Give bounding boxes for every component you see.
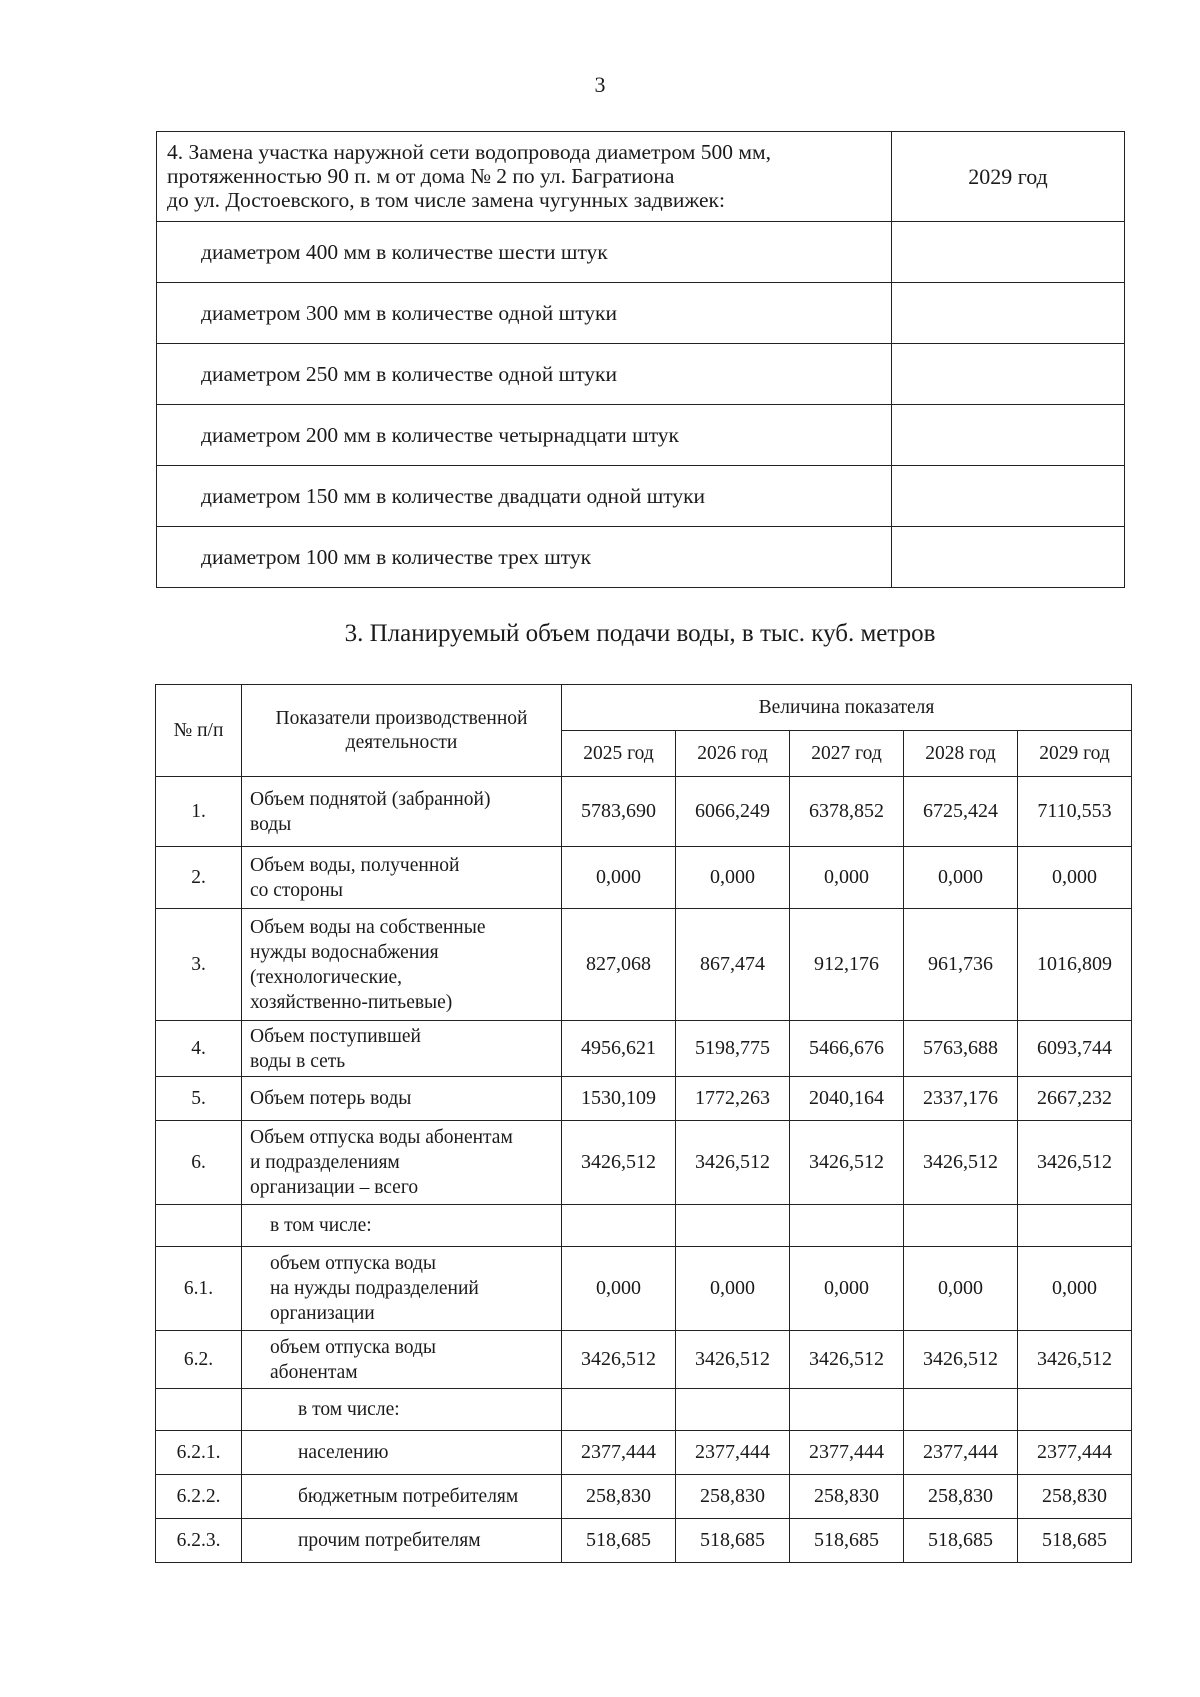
- value-cell: 0,000: [676, 1247, 790, 1331]
- value-cell: [676, 1205, 790, 1247]
- value-cell: 3426,512: [1018, 1331, 1132, 1389]
- row-label-line: населению: [298, 1442, 389, 1463]
- works-sub-year: [892, 283, 1125, 344]
- row-label-line: Объем потерь воды: [250, 1088, 412, 1109]
- section-title: 3. Планируемый объем подачи воды, в тыс. куб. метров: [344, 620, 936, 647]
- value-cell: 4956,621: [562, 1021, 676, 1077]
- row-number: 3.: [156, 909, 242, 1021]
- row-number: 5.: [156, 1077, 242, 1121]
- table-row: [156, 1021, 1132, 1077]
- works-main-row: [157, 132, 1125, 222]
- value-cell: 258,830: [904, 1475, 1018, 1519]
- value-cell: 5198,775: [676, 1021, 790, 1077]
- works-sub-year: [892, 527, 1125, 588]
- value-cell: 961,736: [904, 909, 1018, 1021]
- row-label-line: абонентам: [270, 1361, 358, 1383]
- works-sub-row: [157, 405, 1125, 466]
- value-cell: 7110,553: [1018, 777, 1132, 847]
- value-cell: 3426,512: [904, 1331, 1018, 1389]
- works-sub-item: диаметром 300 мм в количестве одной штуки: [157, 283, 892, 344]
- row-number: 6.: [156, 1121, 242, 1205]
- header-indicator-line: Показатели производственной: [275, 707, 528, 729]
- value-cell: 0,000: [1018, 847, 1132, 909]
- value-cell: 5783,690: [562, 777, 676, 847]
- row-label-line: объем отпуска воды: [270, 1336, 436, 1358]
- value-cell: [790, 1389, 904, 1431]
- table-row: [156, 1077, 1132, 1121]
- value-cell: 3426,512: [1018, 1121, 1132, 1205]
- value-cell: 3426,512: [562, 1331, 676, 1389]
- table-body: [156, 777, 1132, 1563]
- value-cell: 518,685: [790, 1519, 904, 1563]
- works-sub-row: [157, 222, 1125, 283]
- header-num: № п/п: [156, 685, 242, 777]
- row-label-line: Объем воды на собственные: [250, 916, 486, 938]
- header-indicator: [242, 685, 562, 777]
- works-sub-item: диаметром 200 мм в количестве четырнадцати штук: [157, 405, 892, 466]
- header-indicator-line: деятельности: [345, 731, 458, 753]
- table-row: [156, 1519, 1132, 1563]
- header-row: [156, 685, 1132, 731]
- row-number: 1.: [156, 777, 242, 847]
- value-cell: 258,830: [562, 1475, 676, 1519]
- value-cell: 518,685: [904, 1519, 1018, 1563]
- value-cell: 0,000: [1018, 1247, 1132, 1331]
- value-cell: 0,000: [676, 847, 790, 909]
- works-sub-item: диаметром 400 мм в количестве шести штук: [157, 222, 892, 283]
- row-label-line: Объем воды, полученной: [250, 854, 460, 876]
- value-cell: [1018, 1205, 1132, 1247]
- works-main-line: протяженностью 90 п. м от дома № 2 по ул. Багратиона: [167, 163, 675, 188]
- works-sub-year: [892, 405, 1125, 466]
- row-label-line: в том числе:: [298, 1399, 400, 1420]
- value-cell: 6066,249: [676, 777, 790, 847]
- value-cell: 3426,512: [676, 1121, 790, 1205]
- value-cell: 6093,744: [1018, 1021, 1132, 1077]
- value-cell: 867,474: [676, 909, 790, 1021]
- value-cell: 258,830: [676, 1475, 790, 1519]
- works-sub-year: [892, 344, 1125, 405]
- works-sub-year: [892, 222, 1125, 283]
- value-cell: 2377,444: [1018, 1431, 1132, 1475]
- row-label: [242, 1247, 562, 1331]
- header-value-group: Величина показателя: [562, 685, 1132, 731]
- table-row: [156, 909, 1132, 1021]
- value-cell: 2337,176: [904, 1077, 1018, 1121]
- row-label-line: Объем поднятой (забранной): [250, 788, 491, 810]
- row-label-line: на нужды подразделений: [270, 1278, 479, 1299]
- row-number: 6.2.2.: [156, 1475, 242, 1519]
- row-number: 6.2.: [156, 1331, 242, 1389]
- works-sub-row: [157, 283, 1125, 344]
- value-cell: 2377,444: [562, 1431, 676, 1475]
- row-number: 6.2.1.: [156, 1431, 242, 1475]
- row-label-line: нужды водоснабжения: [250, 941, 439, 963]
- value-cell: 0,000: [904, 847, 1018, 909]
- value-cell: 1016,809: [1018, 909, 1132, 1021]
- works-sub-row: [157, 527, 1125, 588]
- row-number: [156, 1205, 242, 1247]
- value-cell: 518,685: [1018, 1519, 1132, 1563]
- works-sub-item: диаметром 150 мм в количестве двадцати одной штуки: [157, 466, 892, 527]
- value-cell: 0,000: [904, 1247, 1018, 1331]
- works-main-line: до ул. Достоевского, в том числе замена чугунных задвижек:: [167, 187, 725, 212]
- value-cell: 6725,424: [904, 777, 1018, 847]
- value-cell: 2377,444: [904, 1431, 1018, 1475]
- row-label: [242, 1389, 562, 1431]
- row-label-line: Объем поступившей: [250, 1025, 421, 1047]
- row-label-line: организации – всего: [250, 1177, 419, 1198]
- value-cell: 0,000: [562, 847, 676, 909]
- row-label-line: воды: [250, 813, 292, 835]
- row-label: [242, 1121, 562, 1205]
- table-row: [156, 1389, 1132, 1431]
- row-label: [242, 1519, 562, 1563]
- value-cell: 1772,263: [676, 1077, 790, 1121]
- value-cell: 518,685: [676, 1519, 790, 1563]
- works-sub-item: диаметром 250 мм в количестве одной штуки: [157, 344, 892, 405]
- row-label: [242, 1205, 562, 1247]
- row-label-line: со стороны: [250, 879, 343, 901]
- value-cell: 1530,109: [562, 1077, 676, 1121]
- table-row: [156, 1205, 1132, 1247]
- table-row: [156, 777, 1132, 847]
- row-label-line: организации: [270, 1303, 375, 1324]
- value-cell: 0,000: [790, 847, 904, 909]
- works-year: 2029 год: [892, 132, 1125, 222]
- row-label: [242, 1431, 562, 1475]
- value-cell: [562, 1389, 676, 1431]
- table-row: [156, 1331, 1132, 1389]
- works-main-item: [157, 132, 892, 222]
- value-cell: [676, 1389, 790, 1431]
- table-row: [156, 1121, 1132, 1205]
- row-number: [156, 1389, 242, 1431]
- row-number: 6.1.: [156, 1247, 242, 1331]
- table-row: [156, 847, 1132, 909]
- header-year: 2026 год: [676, 731, 790, 777]
- row-label: [242, 1021, 562, 1077]
- row-label: [242, 847, 562, 909]
- row-number: 4.: [156, 1021, 242, 1077]
- table-row: [156, 1431, 1132, 1475]
- value-cell: 3426,512: [562, 1121, 676, 1205]
- row-label-line: хозяйственно-питьевые): [250, 991, 453, 1013]
- row-label-line: Объем отпуска воды абонентам: [250, 1127, 513, 1148]
- header-year: 2028 год: [904, 731, 1018, 777]
- row-label-line: объем отпуска воды: [270, 1253, 436, 1274]
- value-cell: 2377,444: [790, 1431, 904, 1475]
- value-cell: 2040,164: [790, 1077, 904, 1121]
- value-cell: 518,685: [562, 1519, 676, 1563]
- works-sub-row: [157, 344, 1125, 405]
- value-cell: 3426,512: [790, 1121, 904, 1205]
- value-cell: 3426,512: [904, 1121, 1018, 1205]
- value-cell: 2377,444: [676, 1431, 790, 1475]
- value-cell: [904, 1205, 1018, 1247]
- water-supply-table: [155, 684, 1132, 1563]
- value-cell: [790, 1205, 904, 1247]
- row-label-line: прочим потребителям: [298, 1530, 481, 1551]
- works-main-line: 4. Замена участка наружной сети водопровода диаметром 500 мм,: [167, 139, 771, 164]
- row-label: [242, 777, 562, 847]
- row-label: [242, 1475, 562, 1519]
- value-cell: [1018, 1389, 1132, 1431]
- value-cell: 827,068: [562, 909, 676, 1021]
- header-year: 2027 год: [790, 731, 904, 777]
- row-label: [242, 1077, 562, 1121]
- row-label-line: (технологические,: [250, 966, 403, 988]
- table-row: [156, 1475, 1132, 1519]
- header-year: 2029 год: [1018, 731, 1132, 777]
- row-label-line: в том числе:: [270, 1215, 372, 1236]
- works-sub-year: [892, 466, 1125, 527]
- works-sub-item: диаметром 100 мм в количестве трех штук: [157, 527, 892, 588]
- row-label: [242, 909, 562, 1021]
- table-row: [156, 1247, 1132, 1331]
- value-cell: 6378,852: [790, 777, 904, 847]
- value-cell: 3426,512: [676, 1331, 790, 1389]
- works-table: [156, 131, 1125, 588]
- value-cell: 258,830: [1018, 1475, 1132, 1519]
- row-label-line: воды в сеть: [250, 1050, 346, 1072]
- row-number: 6.2.3.: [156, 1519, 242, 1563]
- value-cell: 2667,232: [1018, 1077, 1132, 1121]
- value-cell: 912,176: [790, 909, 904, 1021]
- row-label-line: бюджетным потребителям: [298, 1486, 519, 1507]
- value-cell: 258,830: [790, 1475, 904, 1519]
- value-cell: 5466,676: [790, 1021, 904, 1077]
- row-label-line: и подразделениям: [250, 1152, 400, 1173]
- value-cell: 0,000: [562, 1247, 676, 1331]
- works-sub-row: [157, 466, 1125, 527]
- page-number: 3: [594, 72, 606, 97]
- value-cell: [904, 1389, 1018, 1431]
- row-label: [242, 1331, 562, 1389]
- value-cell: 5763,688: [904, 1021, 1018, 1077]
- value-cell: 0,000: [790, 1247, 904, 1331]
- header-year: 2025 год: [562, 731, 676, 777]
- row-number: 2.: [156, 847, 242, 909]
- value-cell: [562, 1205, 676, 1247]
- value-cell: 3426,512: [790, 1331, 904, 1389]
